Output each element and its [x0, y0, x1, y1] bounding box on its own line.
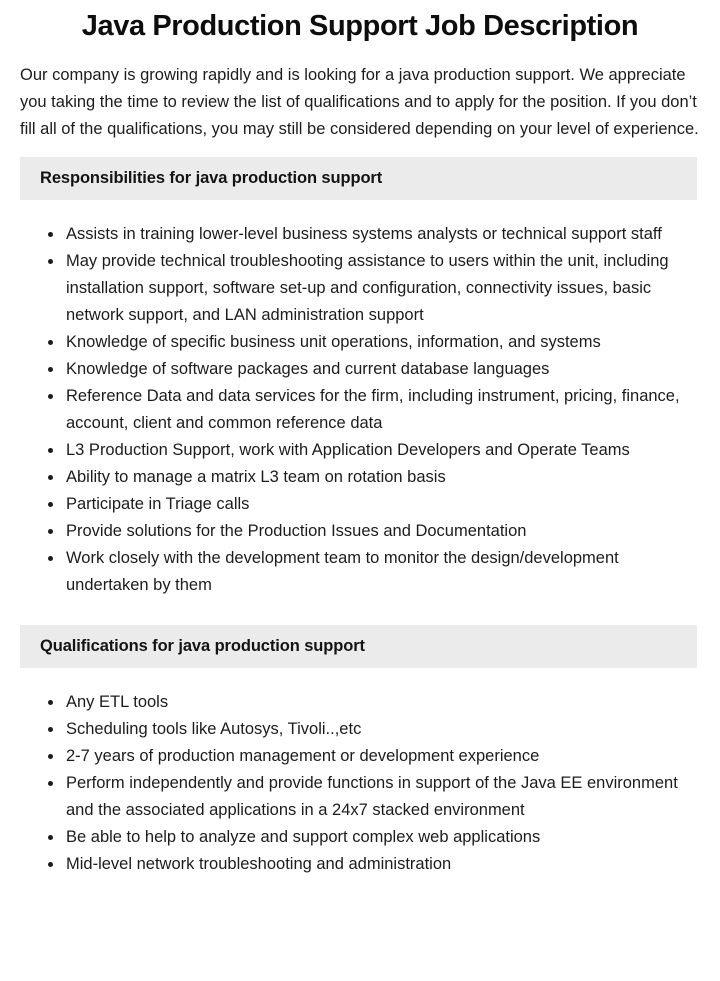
list-item: • Scheduling tools like Autosys, Tivoli..,etc: [64, 716, 700, 743]
list-item: • L3 Production Support, work with Application Developers and Operate Teams: [64, 437, 700, 464]
qualifications-list: [20, 689, 700, 878]
job-description-page: [0, 6, 720, 878]
list-item: • Mid-level network troubleshooting and administration: [64, 851, 700, 878]
list-item: • Knowledge of specific business unit operations, information, and systems: [64, 329, 700, 356]
list-item: • Perform independently and provide functions in support of the Java EE environment and the associated applications in a 24x7 stacked environment: [64, 770, 700, 824]
list-item: • Assists in training lower-level business systems analysts or technical support staff: [64, 221, 700, 248]
list-item: • Reference Data and data services for the firm, including instrument, pricing, finance, account, client and common reference data: [64, 383, 700, 437]
intro-paragraph: Our company is growing rapidly and is looking for a java production support. We appreciate you taking the time to review the list of qualifications and to apply for the position. If you don’t fill all of the qualifications, you may still be considered depending on your level of experience.: [20, 66, 699, 138]
list-item: • Any ETL tools: [64, 689, 700, 716]
list-item: • 2-7 years of production management or development experience: [64, 743, 700, 770]
list-item: • Ability to manage a matrix L3 team on rotation basis: [64, 464, 700, 491]
list-item: • Participate in Triage calls: [64, 491, 700, 518]
list-item: • Be able to help to analyze and support complex web applications: [64, 824, 700, 851]
list-item: • Provide solutions for the Production Issues and Documentation: [64, 518, 700, 545]
section-header-qualifications: [20, 625, 697, 668]
section-heading-text: Responsibilities for java production support: [40, 169, 383, 187]
list-item: • Knowledge of software packages and current database languages: [64, 356, 700, 383]
responsibilities-list: [20, 221, 700, 599]
list-item: • May provide technical troubleshooting assistance to users within the unit, including installation support, software set-up and configuration, connectivity issues, basic network support, and LAN administration support: [64, 248, 700, 329]
list-item: • Work closely with the development team to monitor the design/development undertaken by them: [64, 545, 700, 599]
page-title: Java Production Support Job Description: [81, 10, 639, 42]
section-header-responsibilities: [20, 157, 697, 200]
section-heading-text: Qualifications for java production support: [40, 637, 365, 655]
